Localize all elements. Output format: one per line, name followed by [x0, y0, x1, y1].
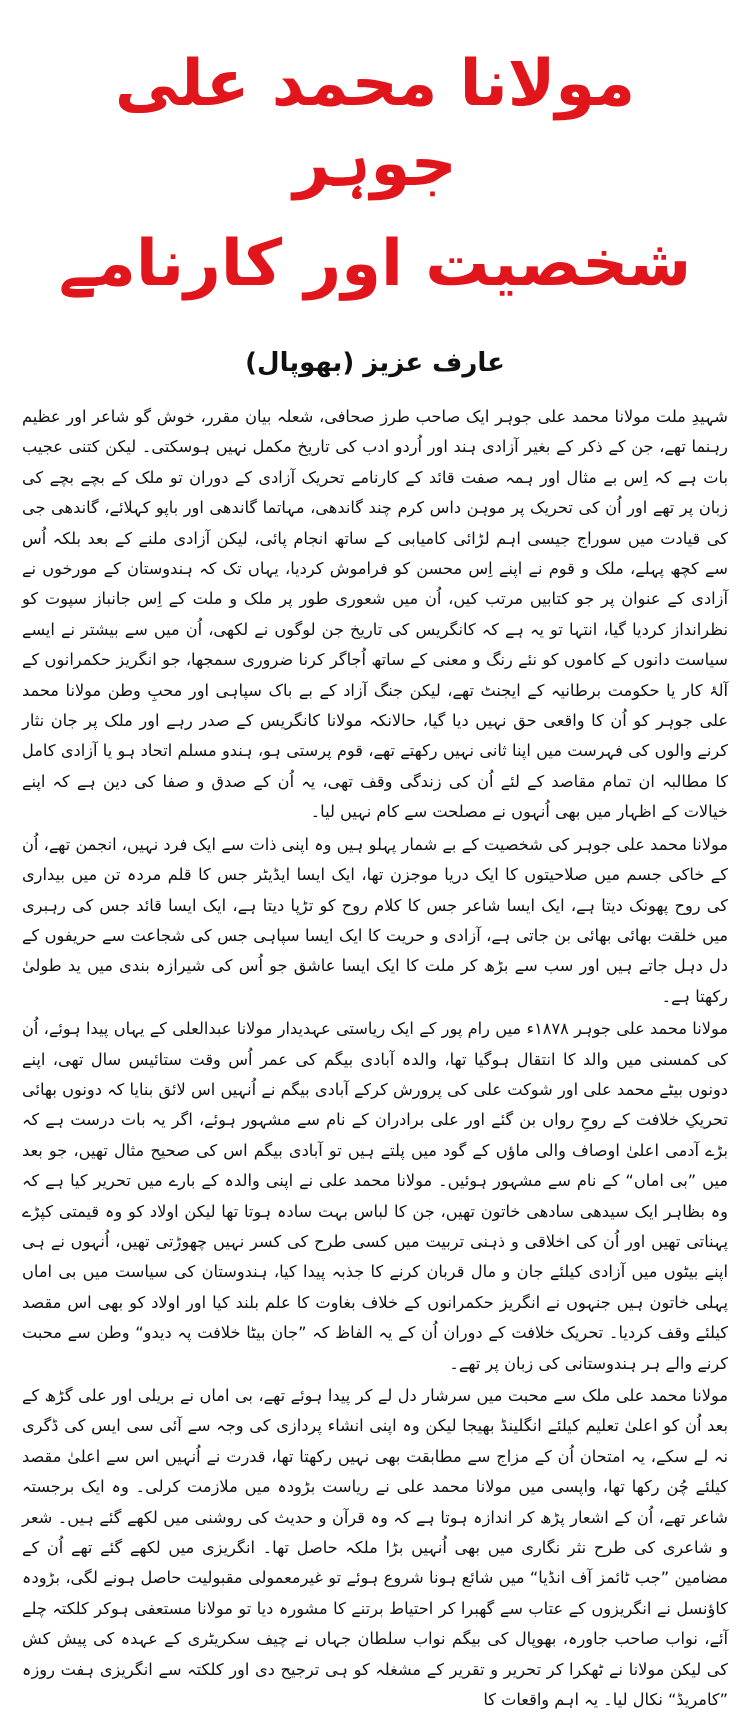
paragraph-4: مولانا محمد علی ملک سے محبت میں سرشار دل لے کر پیدا ہوئے تھے، بی اماں نے بریلی اور علی گڑھ کے بعد اُن کو اعلیٰ تعلیم کیلئے انگلینڈ بھیجا لیکن وہ اپنی انشاء پردازی کی وجہ سے آئی سی ایس کی ڈگری نہ لے سکے، یہ امتحان اُن کے مزاج سے مطابقت بھی نہیں رکھتا تھا، قدرت نے اُنہیں اس سے اعلیٰ مقصد کیلئے چُن رکھا تھا، واپسی میں مولانا محمد علی نے ریاست بڑودہ میں ملازمت کرلی۔ وہ ایک برجستہ شاعر تھے، اُن کے اشعار پڑھ کر اندازہ ہوتا ہے کہ وہ قرآن و حدیث کی روشنی میں لکھے گئے ہیں۔ شعر و شاعری کی طرح نثر نگاری میں بھی اُنہیں بڑا ملکہ حاصل تھا۔ انگریزی میں لکھے گئے تھے اُن کے مضامین ”جب ٹائمز آف انڈیا“ میں شائع ہونا شروع ہوئے تو غیرمعمولی مقبولیت حاصل ہونے لگی، بڑودہ کاؤنسل نے انگریزوں کے عتاب سے گھبرا کر احتیاط برتنے کا مشورہ دیا تو مولانا مستعفی ہوکر کلکتہ چلے آئے، نواب صاحب جاورہ، بھوپال کی بیگم نواب سلطان جہاں نے چیف سکریٹری کے عہدہ کی پیش کش کی لیکن مولانا نے ٹھکرا کر تحریر و تقریر کے مشغلہ کو ہی ترجیح دی اور کلکتہ سے انگریزی ہفت روزہ ”کامریڈ“ نکال لیا۔ یہ اہم واقعات کا — [22, 1386, 728, 1710]
paragraph-1: شہیدِ ملت مولانا محمد علی جوہر ایک صاحب طرز صحافی، شعلہ بیان مقرر، خوش گو شاعر اور عظیم رہنما تھے، جن کے ذکر کے بغیر آزادی ہند اور اُردو ادب کی تاریخ مکمل نہیں ہوسکتی۔ لیکن کتنی عجیب بات ہے کہ اِس بے مثال اور ہمہ صفت قائد کے کارنامے تحریک آزادی کے دوران تو ملک کے بچے بچے کی زبان پر تھے اور اُن کی تحریک پر موہن داس کرم چند گاندھی، مہاتما گاندھی اور باپو کہلائے، گاندھی جی کی قیادت میں سوراج جیسی اہم لڑائی کامیابی کے ساتھ انجام پائی، لیکن آزادی ملنے کے بعد بلکہ اُس سے کچھ پہلے، ملک و قوم نے اپنے اِس محسن کو فراموش کردیا، یہاں تک کہ ہندوستان کے مورخوں نے آزادی کے عنوان پر جو کتابیں مرتب کیں، اُن میں شعوری طور پر ملک و ملت کے اِس جانباز سپوت کو نظرانداز کردیا گیا، انتہا تو یہ ہے کہ کانگریس کی تاریخ جن لوگوں نے لکھی، اُن میں سے بیشتر نے ایسے سیاست دانوں کے کاموں کو نئے رنگ و معنی کے ساتھ اُجاگر کرنا ضروری سمجھا، جو انگریز حکمرانوں کے آلۂ کار یا حکومت برطانیہ کے ایجنٹ تھے، لیکن جنگ آزاد کے بے باک سپاہی اور محبِ وطن مولانا محمد علی جوہر کو اُن کا واقعی حق نہیں دیا گیا، حالانکہ مولانا کانگریس کے صدر رہے اور ملک پر جان نثار کرنے والوں کی فہرست میں اپنا ثانی نہیں رکھتے تھے، قوم پرستی ہو، ہندو مسلم اتحاد ہو یا آزادی کامل کا مطالبہ ان تمام مقاصد کے لئے اُن کی زندگی وقف تھی، یہ اُن کے صدق و صفا کی دین ہے کہ اپنے خیالات کے اظہار میں بھی اُنہوں نے مصلحت سے کام نہیں لیا۔ — [22, 407, 728, 822]
article-title-line-2: شخصیت اور کارنامے — [58, 227, 692, 301]
article-title-line-1: مولانا محمد علی جوہر — [114, 47, 636, 201]
author-byline: عارف عزیز (بھوپال) — [245, 348, 505, 378]
article-body — [22, 402, 728, 1715]
paragraph-3: مولانا محمد علی جوہر ۱۸۷۸ء میں رام پور کے ایک ریاستی عہدیدار مولانا عبدالعلی کے یہاں پیدا ہوئے، اُن کی کمسنی میں والد کا انتقال ہوگیا تھا، والدہ آبادی بیگم کی عمر اُس وقت ستائیس سال تھی، اپنے دونوں بیٹے محمد علی اور شوکت علی کی پرورش کرکے آبادی بیگم نے اُنہیں اس لائق بنایا کہ دونوں بھائی تحریکِ خلافت کے روحِ رواں بن گئے اور علی برادران کے نام سے مشہور ہوئے، اگر یہ بات درست ہے کہ بڑے آدمی اعلیٰ اوصاف والی ماؤں کے گود میں پلتے ہیں تو آبادی بیگم اس کی صحیح مثال تھیں، جو بعد میں ”بی اماں“ کے نام سے مشہور ہوئیں۔ مولانا محمد علی نے اپنی والدہ کے بارے میں تحریر کیا ہے کہ وہ بظاہر ایک سیدھی سادھی خاتون تھیں، جن کا لباس بہت سادہ ہوتا تھا لیکن اولاد کو وہ قیمتی کپڑے پہناتی تھیں اور اُن کی اخلاقی و ذہنی تربیت میں کسی طرح کی کسر نہیں چھوڑتی تھیں، اُنہوں نے ہی اپنے بیٹوں میں آزادی کیلئے جان و مال قربان کرنے کا جذبہ پیدا کیا، ہندوستان کی سیاست میں بی اماں پہلی خاتون ہیں جنہوں نے انگریز حکمرانوں کے خلاف بغاوت کا علم بلند کیا اور اولاد کو بھی اس مقصد کیلئے وقف کردیا۔ تحریک خلافت کے دوران اُن کے یہ الفاظ کہ ”جان بیٹا خلافت پہ دیدو“ وطن سے محبت کرنے والے ہر ہندوستانی کی زبان پر تھے۔ — [22, 1019, 728, 1373]
paragraph-2: مولانا محمد علی جوہر کی شخصیت کے بے شمار پہلو ہیں وہ اپنی ذات سے ایک فرد نہیں، انجمن تھے، اُن کے خاکی جسم میں صلاحیتوں کا ایک دریا موجزن تھا، ایک ایسا ایڈیٹر جس کا قلم مردہ تن میں بیداری کی روح پھونک دیتا ہے، ایک ایسا شاعر جس کا کلام روح کو تڑپا دیتا ہے، ایک ایسا قائد جس کی رہبری میں خلقت بھائی بھائی بن جاتی ہے، آزادی و حریت کا ایک ایسا سپاہی جس کی شجاعت سے حریفوں کے دل دہل جاتے ہیں اور سب سے بڑھ کر ملت کا ایک ایسا عاشق جو اُس کی شیرازہ بندی میں ید طولیٰ رکھتا ہے۔ — [22, 834, 728, 1006]
